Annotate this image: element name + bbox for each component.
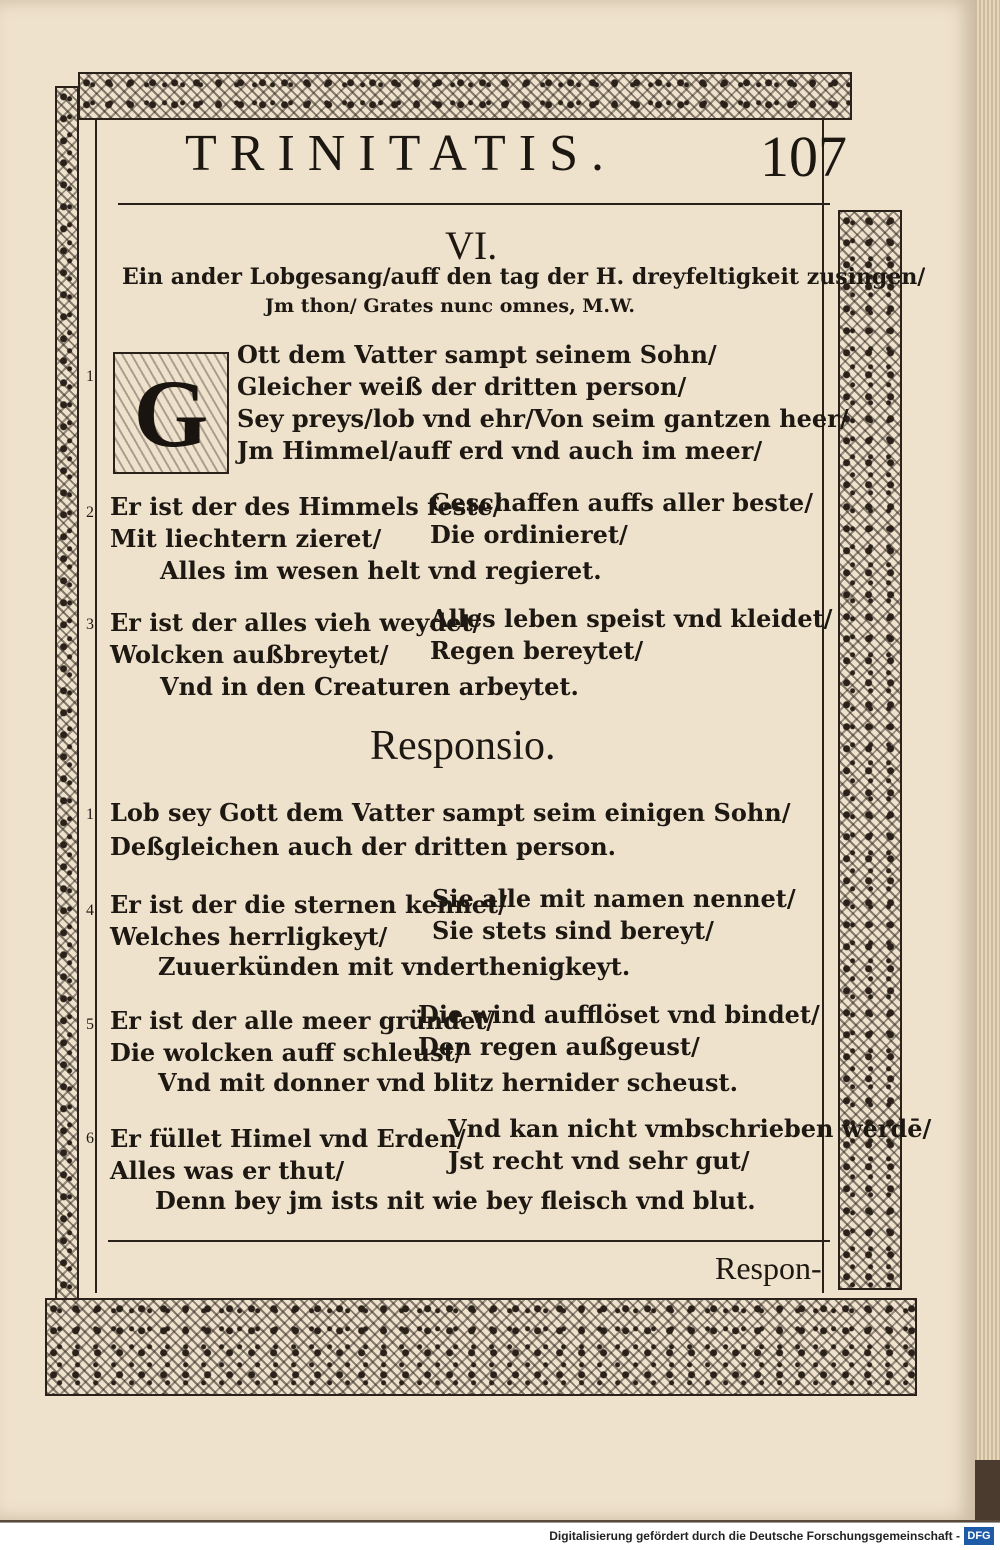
verse-line: Sey preys/lob vnd ehr/Von seim gantzen heer/ [237,404,849,433]
rule-under-heading [118,203,830,205]
frame-rule-left [95,118,97,1293]
verse-line: Die ordinieret/ [430,520,628,549]
page-number: 107 [760,124,847,189]
verse-line: Vnd mit donner vnd blitz hernider scheust. [158,1068,738,1097]
section-heading: Responsio. [370,723,556,769]
verse-line: Alles leben speist vnd kleidet/ [430,604,833,633]
verse-line: Welches herrligkeyt/ [110,922,388,951]
verse-line: Er ist der die sternen kennet/ [110,890,507,919]
verse-number: 2 [86,504,94,521]
dfg-logo: DFG [964,1527,994,1545]
decorated-initial: G [113,352,229,474]
verse-line: Mit liechtern zieret/ [110,524,382,553]
verse-line: Sie stets sind bereyt/ [432,916,714,945]
rule-above-catchword [108,1240,830,1242]
verse-line: Er ist der des Himmels feste/ [110,492,502,521]
song-number: VI. [445,223,498,268]
verse-line: Jm Himmel/auff erd vnd auch im meer/ [237,436,763,465]
verse-line: Denn bey jm ists nit wie bey fleisch vnd blut. [155,1186,756,1215]
song-tune: Jm thon/ Grates nunc omnes, M.W. [265,295,635,317]
song-title: Ein ander Lobgesang/auff den tag der H. dreyfeltigkeit zusingen/ [122,264,926,290]
verse-line: Geschaffen auffs aller beste/ [430,488,813,517]
verse-line: Er füllet Himel vnd Erden/ [110,1124,466,1153]
verse-line: Vnd in den Creaturen arbeytet. [160,672,579,701]
verse-line: Alles was er thut/ [110,1156,345,1185]
running-head: TRINITATIS. [185,125,618,182]
verse-number: 6 [86,1130,94,1147]
verse-line: Lob sey Gott dem Vatter sampt seim einigen Sohn/ [110,798,791,827]
ornamental-border-left [55,86,79,1302]
verse-line: Er ist der alle meer gründet/ [110,1006,495,1035]
verse-line: Ott dem Vatter sampt seinem Sohn/ [237,340,717,369]
catchword: Respon- [715,1250,822,1286]
verse-number: 1 [86,368,94,385]
footer-bar [0,1522,1000,1550]
verse-number: 5 [86,1016,94,1033]
verse-number: 1 [86,806,94,823]
ornamental-border-top [78,72,852,120]
verse-line: Sie alle mit namen nennet/ [432,884,796,913]
verse-line: Den regen außgeust/ [418,1032,700,1061]
binding-shadow [975,1460,1000,1520]
verse-line: Jst recht vnd sehr gut/ [448,1146,750,1175]
verse-line: Regen bereytet/ [430,636,644,665]
verse-line: Er ist der alles vieh weydet/ [110,608,482,637]
verse-line: Vnd kan nicht vmbschrieben werdē/ [448,1114,932,1143]
verse-line: Alles im wesen helt vnd regieret. [160,556,602,585]
verse-line: Die wind aufflöset vnd bindet/ [418,1000,820,1029]
verse-line: Wolcken außbreytet/ [110,640,389,669]
page-edges [975,0,1000,1520]
verse-number: 3 [86,616,94,633]
verse-line: Deßgleichen auch der dritten person. [110,832,617,861]
verse-line: Die wolcken auff schleust/ [110,1038,464,1067]
verse-line: Zuuerkünden mit vnderthenigkeyt. [158,952,631,981]
verse-number: 4 [86,902,94,919]
verse-line: Gleicher weiß der dritten person/ [237,372,687,401]
ornamental-border-bottom [45,1298,917,1396]
funding-credit: Digitalisierung gefördert durch die Deutsche Forschungsgemeinschaft - [549,1529,960,1543]
